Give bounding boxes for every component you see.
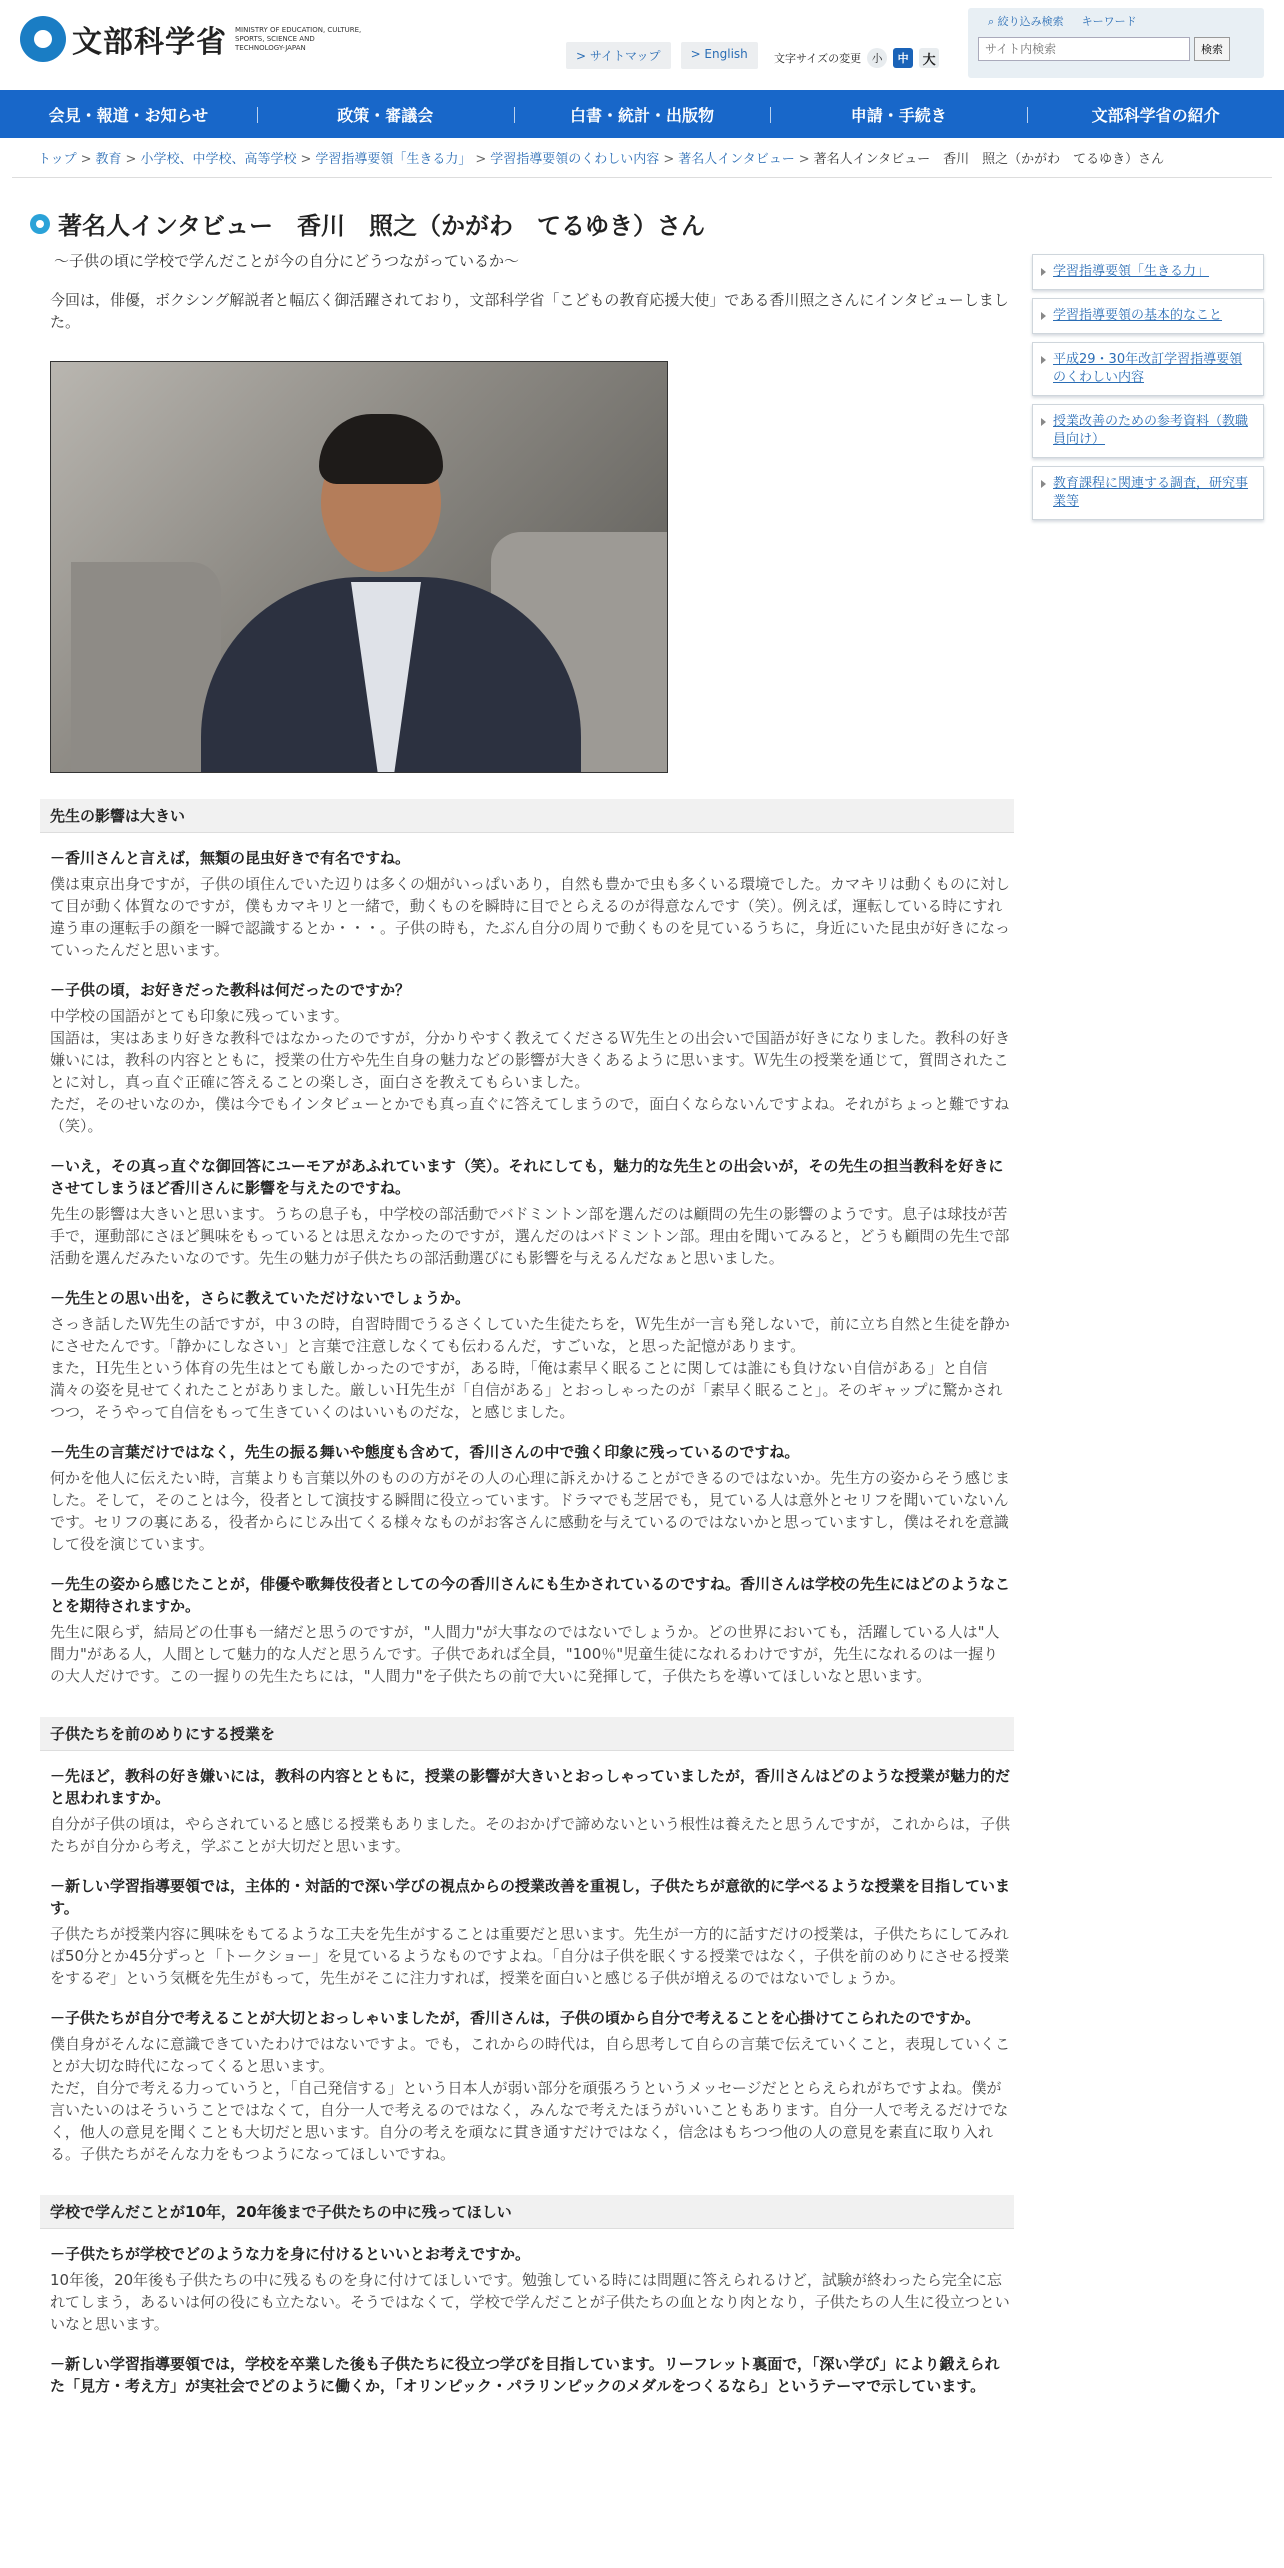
interview-question: －子供の頃，お好きだった教科は何だったのですか？ [50, 981, 411, 999]
page-subtitle: ～子供の頃に学校で学んだことが今の自分にどうつながっているか～ [54, 252, 520, 270]
breadcrumb [12, 138, 1272, 178]
interview-question: －先生の姿から感じたことが，俳優や歌舞伎役者としての今の香川さんにも生かされているのですね。香川さんは学校の先生にはどのようなことを期待されますか。 [50, 1575, 1011, 1615]
logo-text: 文部科学省 [72, 25, 227, 60]
gnav-item-publications[interactable]: 白書・統計・出版物 [514, 103, 771, 126]
breadcrumb-link-details[interactable]: 学習指導要領のくわしい内容 [490, 152, 660, 167]
global-nav [0, 90, 1284, 138]
sidebar-item-details[interactable] [1032, 342, 1264, 396]
interview-answer: 僕は東京出身ですが，子供の頃住んでいた辺りは多くの畑がいっぱいあり，自然も豊かで虫も多くいる環境でした。カマキリは動くものに対して目が動く体質なのですが，僕もカマキリと一緒で，動くものを瞬時に目でとらえるのが得意なんです（笑）。例えば，運転している時にすれ違う車の運転手の顔を一瞬で認識するとか・・・。子供の時も，たぶん自分の周りで動くものを見ているうちに，身近にいた昆虫が好きになっていったんだと思います。 [50, 875, 1011, 959]
sitemap-link[interactable]: > サイトマップ [566, 42, 671, 69]
interview-sections [40, 799, 1014, 2397]
breadcrumb-current: 著名人インタビュー 香川 照之（かがわ てるゆき）さん [813, 152, 1165, 167]
interview-question: －新しい学習指導要領では，主体的・対話的で深い学びの視点からの授業改善を重視し，子供たちが意欲的に学べるような授業を目指しています。 [50, 1877, 1011, 1917]
interview-answer: 中学校の国語がとても印象に残っています。 国語は，実はあまり好きな教科ではなかったのですが，分かりやすく教えてくださるＷ先生との出会いで国語が好きになりました。教科の好き嫌いには，教科の内容とともに，授業の仕方や先生自身の魅力などの影響が大きくあるように思います。Ｗ先生の授業を通じて，質問されたことに対し，真っ直ぐ正確に答えることの楽しさ，面白さを教えてもらいました。 ただ，そのせいなのか，僕は今でもインタビューとかでも真っ直ぐに答えてしまうので，面白くならないんですよね。それがちょっと難ですね（笑）。 [50, 1007, 1011, 1135]
interview-question: －香川さんと言えば，無類の昆虫好きで有名ですね。 [50, 849, 411, 867]
gnav-item-press[interactable]: 会見・報道・お知らせ [48, 105, 209, 125]
section-heading: 先生の影響は大きい [40, 799, 1014, 833]
interview-photo [50, 361, 668, 773]
search-tabs [978, 13, 1254, 29]
interview-answer: 何かを他人に伝えたい時，言葉よりも言葉以外のものの方がその人の心理に訴えかけることができるのではないか。先生方の姿からそう感じました。そして，そのことは今，役者として演技する瞬間に役立っています。ドラマでも芝居でも，見ている人は意外とセリフを聞いていないんです。セリフの裏にある，役者からにじみ出てくる様々なものがお客さんに感動を与えているのではないかと思っていますし，僕はそれを意識して役を演じています。 [50, 1469, 1011, 1553]
interview-answer: さっき話したＷ先生の話ですが，中３の時，自習時間でうるさくしていた生徒たちを，Ｗ先生が一言も発しないで，前に立ち自然と生徒を静かにさせたんです。「静かにしなさい」と言葉で注意しなくても伝わるんだ，すごいな，と思った記憶があります。 また，Ｈ先生という体育の先生はとても厳しかったのですが，ある時，「俺は素早く眠ることに関しては誰にも負けない自信がある」と自信満々の姿を見せてくれたことがありました。厳しいＨ先生が「自信がある」とおっしゃったのが「素早く眠ること」。そのギャップに驚かされつつ，そうやって自信をもって生きていくのはいいものだな，と感じました。 [50, 1315, 1010, 1421]
section-heading: 学校で学んだことが10年，20年後まで子供たちの中に残ってほしい [40, 2195, 1014, 2229]
interview-answer: 自分が子供の頃は，やらされていると感じる授業もありました。そのおかげで諦めないという根性は養えたと思うんですが，これからは，子供たちが自分から考え，学ぶことが大切だと思います。 [50, 1815, 1011, 1855]
search-tab-refine[interactable]: ⌕ 絞り込み検索 [988, 15, 1064, 28]
page-intro: 今回は，俳優，ボクシング解説者と幅広く御活躍されており，文部科学省「こどもの教育応援大使」である香川照之さんにインタビューしました。 [50, 291, 1009, 331]
english-link[interactable]: > English [681, 42, 758, 69]
interview-answer: 10年後，20年後も子供たちの中に残るものを身に付けてほしいです。勉強している時には問題に答えられるけど，試験が終わったら完全に忘れてしまう，あるいは何の役にも立たない。そうではなくて，学校で学んだことが子供たちの血となり肉となり，子供たちの人生に役立つといいなと思います。 [50, 2271, 1010, 2333]
breadcrumb-link-guidelines[interactable]: 学習指導要領「生きる力」 [315, 152, 472, 167]
breadcrumb-link-education[interactable]: 教育 [95, 152, 122, 167]
sidebar [1032, 254, 1264, 528]
sidebar-link[interactable]: 教育課程に関連する調査，研究事業等 [1053, 476, 1249, 509]
site-logo[interactable] [20, 16, 365, 62]
interview-question: －先生の言葉だけではなく，先生の振る舞いや態度も含めて，香川さんの中で強く印象に残っているのですね。 [50, 1443, 800, 1461]
breadcrumb-separator: > [475, 152, 487, 167]
site-search [968, 8, 1264, 78]
font-size-small-button[interactable]: 小 [867, 48, 887, 68]
sidebar-link[interactable]: 授業改善のための参考資料（教職員向け） [1053, 414, 1249, 447]
site-header [0, 0, 1284, 90]
breadcrumb-separator: > [80, 152, 92, 167]
section-heading: 子供たちを前のめりにする授業を [40, 1717, 1014, 1751]
breadcrumb-link-interviews[interactable]: 著名人インタビュー [678, 152, 795, 167]
search-button[interactable]: 検索 [1194, 37, 1230, 61]
interview-answer: 子供たちが授業内容に興味をもてるような工夫を先生がすることは重要だと思います。先生が一方的に話すだけの授業は，子供たちにしてみれば50分とか45分ずっと「トークショー」を見ているようなものですよね。「自分は子供を眠くする授業ではなく，子供を前のめりにさせる授業をするぞ」という気概を先生がもって，先生がそこに注力すれば，授業を面白いと感じる子供が増えるのではないでしょうか。 [50, 1925, 1010, 1987]
logo-mark-icon [20, 16, 66, 62]
breadcrumb-link-schools[interactable]: 小学校、中学校、高等学校 [140, 152, 297, 167]
gnav-item-about[interactable]: 文部科学省の紹介 [1027, 103, 1284, 126]
sidebar-link[interactable]: 平成29・30年改訂学習指導要領のくわしい内容 [1053, 352, 1243, 385]
font-size-label: 文字サイズの変更 [774, 52, 862, 65]
interview-answer: 先生に限らず，結局どの仕事も一緒だと思うのですが，"人間力"が大事なのではないでしょうか。どの世界においても，活躍している人は"人間力"がある人，人間として魅力的な人だと思うんです。子供であれば全員，"100％"児童生徒になれるわけですが，先生になれるのは一握りの大人だけです。この一握りの先生たちには，"人間力"を子供たちの前で大いに発揮して，子供たちを導いてほしいなと思います。 [50, 1623, 1000, 1685]
breadcrumb-link-top[interactable]: トップ [38, 152, 77, 167]
title-bullet-icon [30, 214, 50, 234]
interview-question: －先ほど，教科の好き嫌いには，教科の内容とともに，授業の影響が大きいとおっしゃっていましたが，香川さんはどのような授業が魅力的だと思われますか。 [50, 1767, 1011, 1807]
search-input[interactable] [978, 37, 1190, 61]
page-title [30, 206, 1284, 241]
refine-search-icon: ⌕ [988, 15, 998, 28]
breadcrumb-separator: > [125, 152, 137, 167]
interview-question: －子供たちが自分で考えることが大切とおっしゃいましたが，香川さんは，子供の頃から自分で考えることを心掛けてこられたのですか。 [50, 2009, 981, 2027]
font-size-medium-button[interactable]: 中 [893, 48, 913, 68]
gnav-item-policy[interactable]: 政策・審議会 [257, 103, 514, 126]
sidebar-link[interactable]: 学習指導要領「生きる力」 [1053, 264, 1210, 279]
interview-answer: 先生の影響は大きいと思います。うちの息子も，中学校の部活動でバドミントン部を選んだのは顧問の先生の影響のようです。息子は球技が苦手で，運動部にさほど興味をもっているとは思えなかったのですが，選んだのはバドミントン部。理由を聞いてみると，どうも顧問の先生で部活動を選んだみたいなのです。先生の魅力が子供たちの部活動選びにも影響を与えるんだなぁと思いました。 [50, 1205, 1010, 1267]
interview-answer: 僕自身がそんなに意識できていたわけではないですよ。でも，これからの時代は，自ら思考して自らの言葉で伝えていくこと，表現していくことが大切な時代になってくると思います。 ただ，自分で考える力っていうと，「自己発信する」という日本人が弱い部分を頑張ろうというメッセージだととらえられがちですよね。僕が言いたいのはそういうことではなくて，自分一人で考えるのではなく，みんなで考えたほうがいいこともあります。自分一人で考えるだけでなく，他人の意見を聞くことも大切だと思います。自分の考えを頑なに貫き通すだけではなく，信念はもちつつ他の人の意見を素直に取り入れる。子供たちがそんな力をもつようになってほしいですね。 [50, 2035, 1011, 2163]
main-content [40, 250, 1014, 2397]
logo-subtext: MINISTRY OF EDUCATION, CULTURE, SPORTS, SCIENCE AND TECHNOLOGY-JAPAN [235, 25, 362, 52]
breadcrumb-separator: > [663, 152, 675, 167]
sidebar-item-ikiru-chikara[interactable] [1032, 254, 1264, 290]
search-tab-keyword[interactable]: キーワード [1081, 15, 1137, 28]
interview-question: －先生との思い出を，さらに教えていただけないでしょうか。 [50, 1289, 471, 1307]
font-size-large-button[interactable]: 大 [919, 48, 939, 68]
sidebar-item-research[interactable] [1032, 466, 1264, 520]
gnav-item-procedures[interactable]: 申請・手続き [770, 103, 1027, 126]
sidebar-item-reference[interactable] [1032, 404, 1264, 458]
page-heading: 著名人インタビュー 香川 照之（かがわ てるゆき）さん [58, 212, 706, 240]
sidebar-link[interactable]: 学習指導要領の基本的なこと [1053, 308, 1223, 323]
sidebar-item-basics[interactable] [1032, 298, 1264, 334]
font-size-switcher [774, 48, 939, 68]
interview-question: －新しい学習指導要領では，学校を卒業した後も子供たちに役立つ学びを目指しています。リーフレット裏面で，「深い学び」により鍛えられた「見方・考え方」が実社会でどのように働くか，「オリンピック・パラリンピックのメダルをつくるなら」というテーマで示しています。 [50, 2355, 1000, 2395]
breadcrumb-separator: > [300, 152, 312, 167]
utility-links [566, 42, 758, 69]
interview-question: －子供たちが学校でどのような力を身に付けるといいとお考えですか。 [50, 2245, 531, 2263]
interview-question: －いえ，その真っ直ぐな御回答にユーモアがあふれています（笑）。それにしても，魅力的な先生との出会いが，その先生の担当教科を好きにさせてしまうほど香川さんに影響を与えたのですね。 [50, 1157, 1004, 1197]
breadcrumb-separator: > [798, 152, 810, 167]
